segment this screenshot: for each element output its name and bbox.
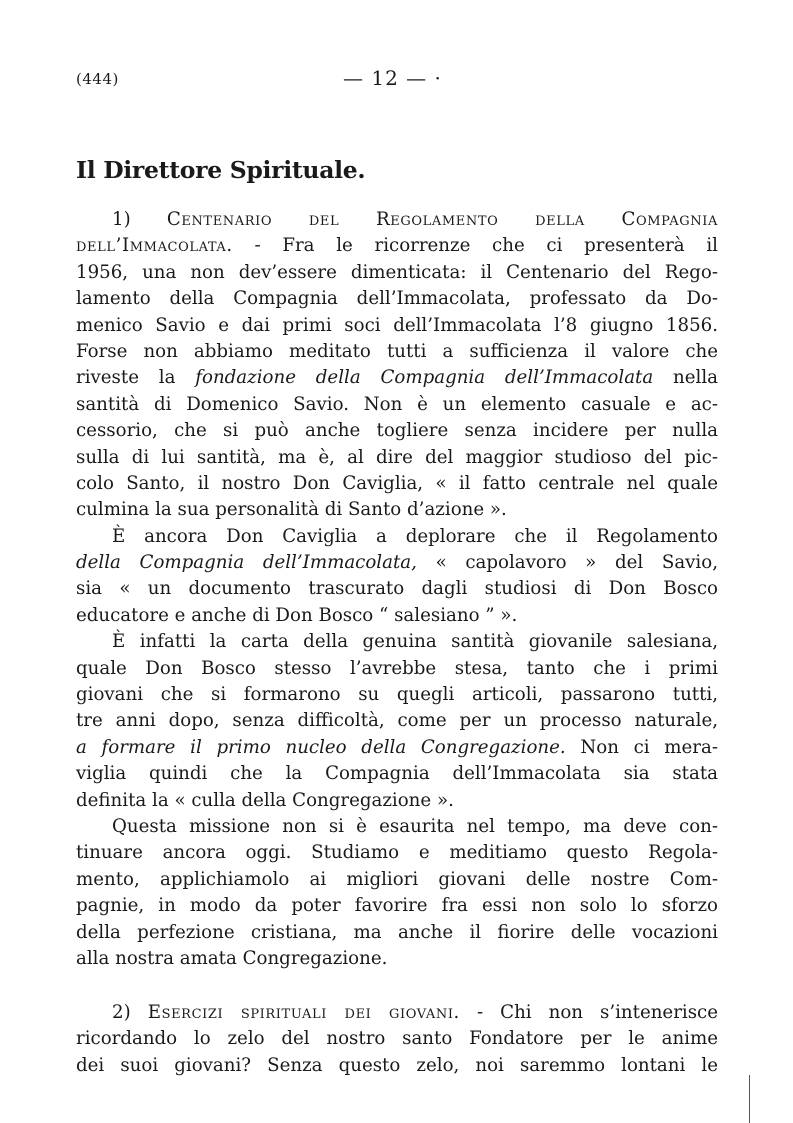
section-1-number: 1) xyxy=(112,209,131,230)
text-line: culmina la sua personalità di Santo d’azione ». xyxy=(76,499,507,521)
section-2-heading: Esercizi spirituali dei giovani. xyxy=(147,1002,460,1023)
text-line: Questa missione non si è esaurita nel tempo, ma deve con- xyxy=(112,815,718,837)
text-line: colo Santo, il nostro Don Caviglia, « il fatto centrale nel quale xyxy=(76,472,718,494)
text-line: Forse non abbiamo meditato tutti a sufficienza il valore che xyxy=(76,340,718,362)
text-line: mento, applichiamolo ai migliori giovani delle nostre Com- xyxy=(76,868,718,890)
text-span: - Chi non s’intenerisce xyxy=(476,1002,718,1023)
text-line: dei suoi giovani? Senza questo zelo, noi saremmo lontani le xyxy=(76,1054,718,1076)
section-1-heading-line xyxy=(76,207,718,233)
text-line: tinuare ancora oggi. Studiamo e meditiamo questo Regola- xyxy=(76,842,718,864)
text-line: È infatti la carta della genuina santità giovanile salesiana, xyxy=(112,631,718,653)
text-span: nella xyxy=(673,367,718,389)
text-span: « capolavoro » del Savio, xyxy=(435,552,718,574)
text-span: Non ci mera- xyxy=(580,736,718,758)
text-span: riveste la xyxy=(76,367,176,389)
text-line: viglia quindi che la Compagnia dell’Immacolata sia stata xyxy=(76,763,718,785)
text-line: della perfezione cristiana, ma anche il fiorire delle vocazioni xyxy=(76,921,718,943)
page-number: — 12 — · xyxy=(343,66,442,90)
page-reference: (444) xyxy=(76,70,119,88)
text-line: santità di Domenico Savio. Non è un elemento casuale e ac- xyxy=(76,393,718,415)
text-line: lamento della Compagnia dell’Immacolata, professato da Do- xyxy=(76,288,718,310)
section-title: Il Direttore Spirituale. xyxy=(76,156,366,184)
section-1-heading: Centenario del Regolamento della Compagnia xyxy=(166,209,718,230)
text-line xyxy=(76,550,718,576)
text-line: ricordando lo zelo del nostro santo Fondatore per le anime xyxy=(76,1028,718,1050)
page-edge-line xyxy=(749,1075,750,1123)
text-line xyxy=(76,735,718,761)
text-line: cessorio, che si può anche togliere senza incidere per nulla xyxy=(76,420,718,442)
text-line: sulla di lui santità, ma è, al dire del maggior studioso del pic- xyxy=(76,446,718,468)
text-line: educatore e anche di Don Bosco “ salesiano ” ». xyxy=(76,604,518,626)
italic-span: a formare il primo nucleo della Congregazione. xyxy=(76,736,566,758)
page-header xyxy=(0,66,793,90)
section-1 xyxy=(76,207,718,972)
text-line: quale Don Bosco stesso l’avrebbe stesa, tanto che i primi xyxy=(76,657,718,679)
text-line: sia « un documento trascurato dagli studiosi di Don Bosco xyxy=(76,578,718,600)
text-line: menico Savio e dai primi soci dell’Immacolata l’8 giugno 1856. xyxy=(76,314,718,336)
text-line: definita la « culla della Congregazione ». xyxy=(76,789,454,811)
text-line: tre anni dopo, senza difficoltà, come per un processo naturale, xyxy=(76,710,718,732)
text-span: - Fra le ricorrenze che ci presenterà il xyxy=(254,235,718,257)
italic-span: della Compagnia dell’Immacolata, xyxy=(76,552,417,574)
text-line: 1956, una non dev’essere dimenticata: il Centenario del Rego- xyxy=(76,261,718,283)
section-1-heading-cont: dell’Immacolata. xyxy=(76,235,233,257)
section-2-heading-line xyxy=(76,1000,718,1026)
section-2 xyxy=(76,1000,718,1079)
text-line: alla nostra amata Congregazione. xyxy=(76,947,388,969)
section-2-number: 2) xyxy=(112,1002,131,1023)
text-line: È ancora Don Caviglia a deplorare che il Regolamento xyxy=(112,525,718,547)
text-line xyxy=(76,365,718,391)
italic-span: fondazione della Compagnia dell’Immacolata xyxy=(195,367,654,389)
text-line: giovani che si formarono su quegli articoli, passarono tutti, xyxy=(76,684,718,706)
text-line: pagnie, in modo da poter favorire fra essi non solo lo sforzo xyxy=(76,895,718,917)
text-line xyxy=(76,233,718,259)
